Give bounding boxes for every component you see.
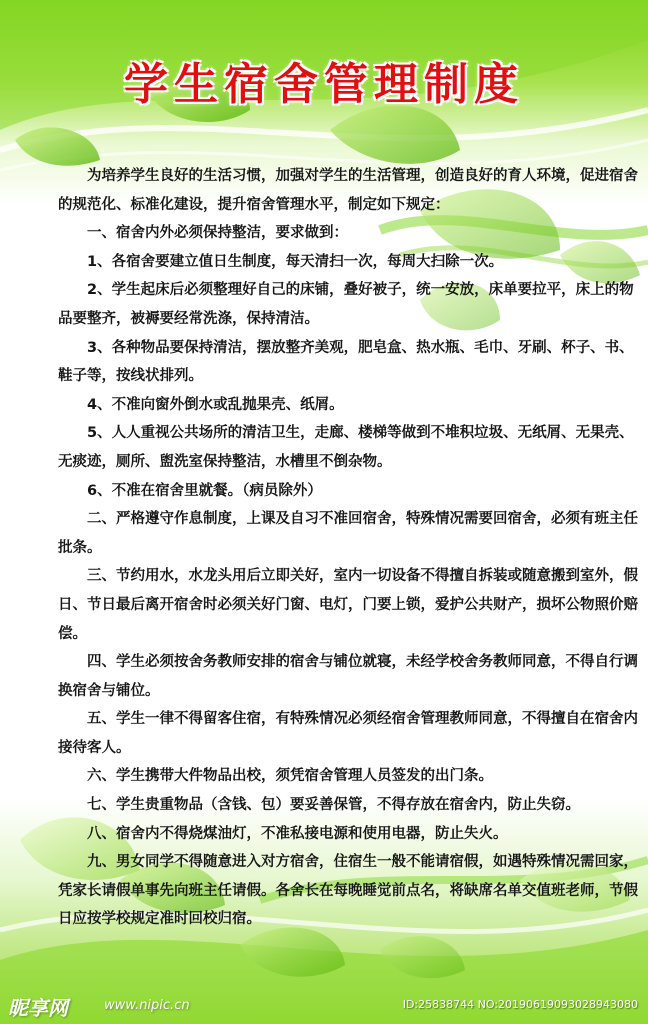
rule-item-3: 3、各种物品要保持清洁，摆放整齐美观，肥皂盒、热水瓶、毛巾、牙刷、杯子、书、鞋子等，按线状排列。 <box>58 339 634 385</box>
rule-item-2: 2、学生起床后必须整理好自己的床铺，叠好被子，统一安放，床单要拉平，床上的物品要整齐，被褥要经常洗涤，保持清洁。 <box>58 282 634 327</box>
rule-section-5: 五、学生一律不得留客住宿，有特殊情况必须经宿舍管理教师同意，不得擅自在宿舍内接待客人。 <box>58 711 638 756</box>
rule-section-1: 一、宿舍内外必须保持整洁，要求做到： <box>87 225 348 242</box>
page-title: 学生宿舍管理制度 <box>124 59 524 110</box>
rule-section-7: 七、学生贵重物品（含钱、包）要妥善保管，不得存放在宿舍内，防止失窃。 <box>87 797 580 814</box>
rule-section-2: 二、严格遵守作息制度，上课及自习不准回宿舍，特殊情况需要回宿舍，必须有班主任批条。 <box>58 511 638 556</box>
rule-item-4: 4、不准向窗外倒水或乱抛果壳、纸屑。 <box>87 396 344 413</box>
image-id-label: ID:25838744 NO:20190619093028943080 <box>402 998 638 1011</box>
watermark-url: www.nipic.cn <box>104 998 190 1013</box>
rule-section-6: 六、学生携带大件物品出校，须凭宿舍管理人员签发的出门条。 <box>87 768 493 785</box>
rule-section-3: 三、节约用水，水龙头用后立即关好，室内一切设备不得擅自拆装或随意搬到室外，假日、节日最后离开宿舍时必须关好门窗、电灯，门要上锁，爱护公共财产，损坏公物照价赔偿。 <box>58 568 638 642</box>
rule-section-8: 八、宿舍内不得烧煤油灯，不准私接电源和使用电器，防止失火。 <box>87 825 508 842</box>
rule-section-4: 四、学生必须按舍务教师安排的宿舍与铺位就寝，未经学校舍务教师同意，不得自行调换宿舍与铺位。 <box>58 654 638 699</box>
rule-section-9: 九、男女同学不得随意进入对方宿舍，住宿生一般不能请宿假，如遇特殊情况需回家，凭家长请假单事先向班主任请假。各舍长在每晚睡觉前点名，将缺席名单交值班老师，节假日应按学校规定准时回校归宿。 <box>58 854 638 928</box>
watermark-logo: 昵享网 <box>8 996 68 1020</box>
intro-paragraph: 为培养学生良好的生活习惯，加强对学生的生活管理，创造良好的育人环境，促进宿舍的规范化、标准化建设，提升宿舍管理水平，制定如下规定： <box>58 168 638 213</box>
rule-item-5: 5、人人重视公共场所的清洁卫生，走廊、楼梯等做到不堆积垃圾、无纸屑、无果壳、无痰迹，厕所、盥洗室保持整洁，水槽里不倒杂物。 <box>58 425 634 470</box>
rule-item-1: 1、各宿舍要建立值日生制度，每天清扫一次，每周大扫除一次。 <box>87 253 504 270</box>
regulation-text <box>58 162 638 934</box>
rule-item-6: 6、不准在宿舍里就餐。（病员除外） <box>87 482 322 499</box>
